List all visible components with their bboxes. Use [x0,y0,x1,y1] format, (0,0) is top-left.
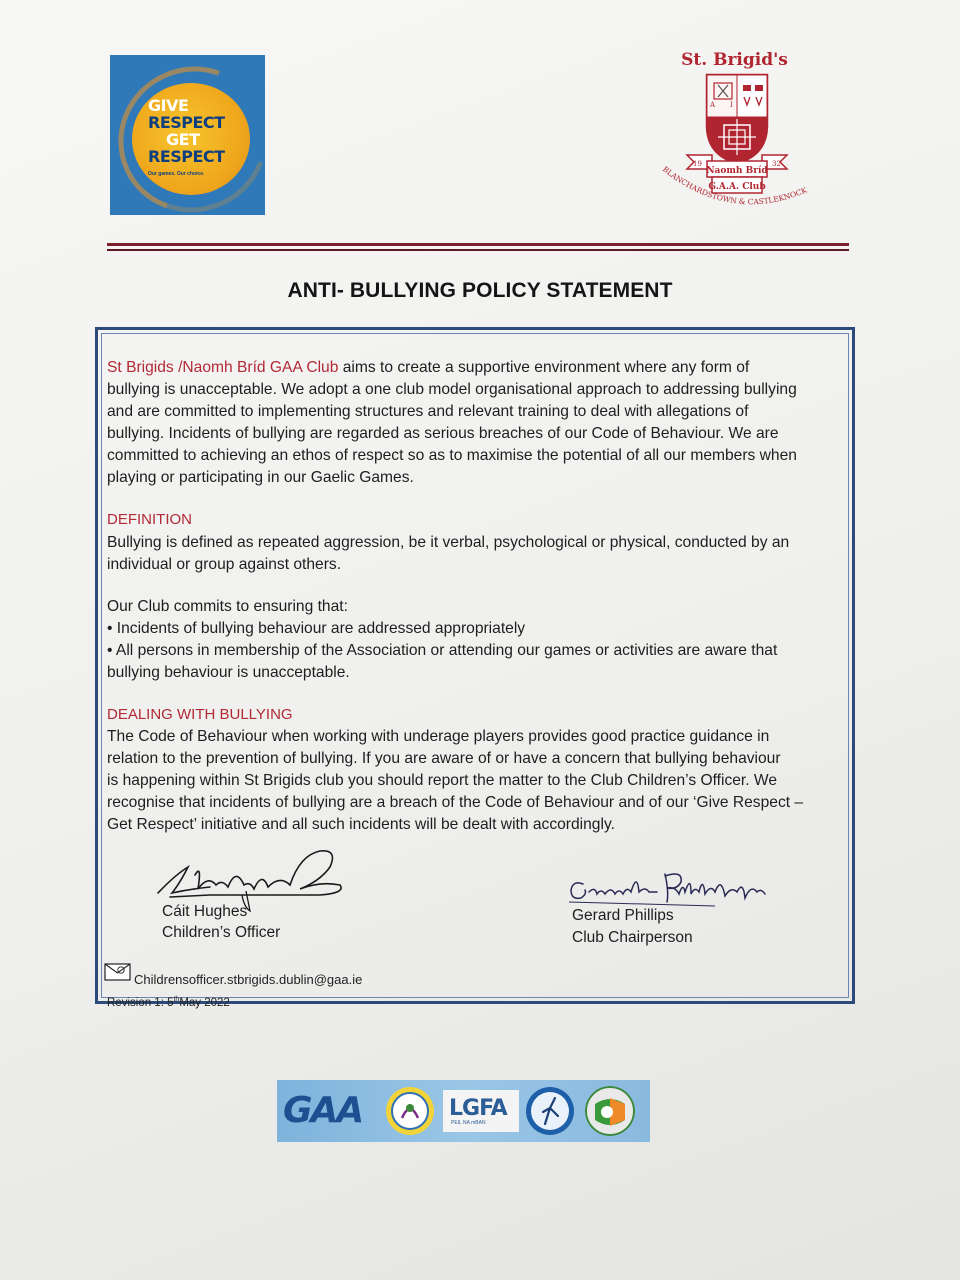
commitments-intro: Our Club commits to ensuring that: [107,598,348,615]
rounders-badge-icon [585,1086,635,1136]
email-icon [104,963,131,981]
commitment-bullet-2-cont: bullying behaviour is unacceptable. [107,664,350,681]
definition-paragraph [107,532,852,576]
crest-shield-icon [652,45,852,225]
svg-text:A: A [710,101,716,109]
svg-text:BLANCHARDSTOWN & CASTLEKNOCK: BLANCHARDSTOWN & CASTLEKNOCK [660,164,809,207]
definition-line-1: Bullying is defined as repeated aggression, be it verbal, psychological or physical, conducted by an [107,534,790,551]
intro-club-name: St Brigids /Naomh Bríd GAA Club [107,359,339,376]
svg-text:G.A.A. Club: G.A.A. Club [708,182,766,192]
dealing-line-2: relation to the prevention of bullying. If you are aware of or have a concern that bullying behaviour [107,750,781,767]
commitment-bullet-2: • All persons in membership of the Association or attending our games or activities are aware that [107,642,778,659]
revision-date: May 2022 [179,996,230,1009]
crest-year-left: 19 [693,160,702,168]
signature-gerard-phillips [565,862,775,912]
signatory-2-role: Club Chairperson [572,929,693,946]
revision-suffix: th [173,996,180,1003]
commitments-block [107,596,852,684]
signatory-1-name: Cáit Hughes [162,903,248,920]
association-logos-banner [277,1080,650,1142]
header-rule-secondary [107,249,849,251]
logo-word-give: GIVE [148,96,189,115]
intro-line-2: bullying is unacceptable. We adopt a one club model organisational approach to addressing bullying [107,381,797,398]
dealing-paragraph [107,726,852,836]
intro-line-6: playing or participating in our Gaelic Games. [107,469,414,486]
logo-tagline: Our games. Our choice. [148,171,205,177]
logo-word-respect-1: RESPECT [148,113,225,132]
intro-line-1-text: aims to create a supportive environment where any form of [338,359,750,376]
intro-line-5: committed to achieving an ethos of respect so as to maximise the potential of all our members when [107,447,797,464]
dealing-line-5: Get Respect’ initiative and all such incidents will be dealt with accordingly. [107,816,615,833]
signatory-1-role: Children’s Officer [162,924,281,941]
revision-prefix: Revision 1: 5 [107,996,174,1009]
crest-year-right: 32 [772,160,781,168]
dealing-heading: DEALING WITH BULLYING [107,706,293,723]
svg-text:I: I [730,101,733,109]
svg-text:Naomh Bríd: Naomh Bríd [706,166,768,176]
definition-line-2: individual or group against others. [107,556,342,573]
dealing-line-4: recognise that incidents of bullying are a breach of the Code of Behaviour and of our ‘Give Respect – [107,794,804,811]
commitment-bullet-1: • Incidents of bullying behaviour are addressed appropriately [107,620,526,637]
intro-paragraph [107,357,852,489]
signatory-2-name: Gerard Phillips [572,907,674,924]
lgfa-logo-text: LGFA [449,1096,507,1121]
dealing-line-1: The Code of Behaviour when working with underage players provides good practice guidance in [107,728,770,745]
handball-badge-icon [525,1086,575,1136]
logo-word-get: GET [166,130,200,149]
logo-word-respect-2: RESPECT [148,147,225,166]
camogie-badge-icon [385,1086,435,1136]
intro-line-3: and are committed to implementing structures and relevant training to deal with allegations of [107,403,749,420]
intro-line-1 [107,357,852,379]
give-respect-logo [110,55,265,215]
gaa-logo: GAA [283,1090,363,1131]
intro-line-4: bullying. Incidents of bullying are regarded as serious breaches of our Code of Behaviour. We are [107,425,779,442]
header-rule [107,243,849,246]
lgfa-logo [443,1090,519,1132]
dealing-line-3: is happening within St Brigids club you should report the matter to the Club Children’s Officer. We [107,772,778,789]
lgfa-logo-subtext: PEIL NA mBAN [451,1120,486,1126]
definition-heading: DEFINITION [107,511,192,528]
club-crest-logo [652,45,852,225]
club-crest-name: St. Brigid's [681,50,788,70]
logo-wordmark [148,97,258,165]
revision-note [107,996,230,1009]
page-title: ANTI- BULLYING POLICY STATEMENT [287,279,673,302]
contact-email[interactable]: Childrensofficer.stbrigids.dublin@gaa.ie [134,972,363,987]
